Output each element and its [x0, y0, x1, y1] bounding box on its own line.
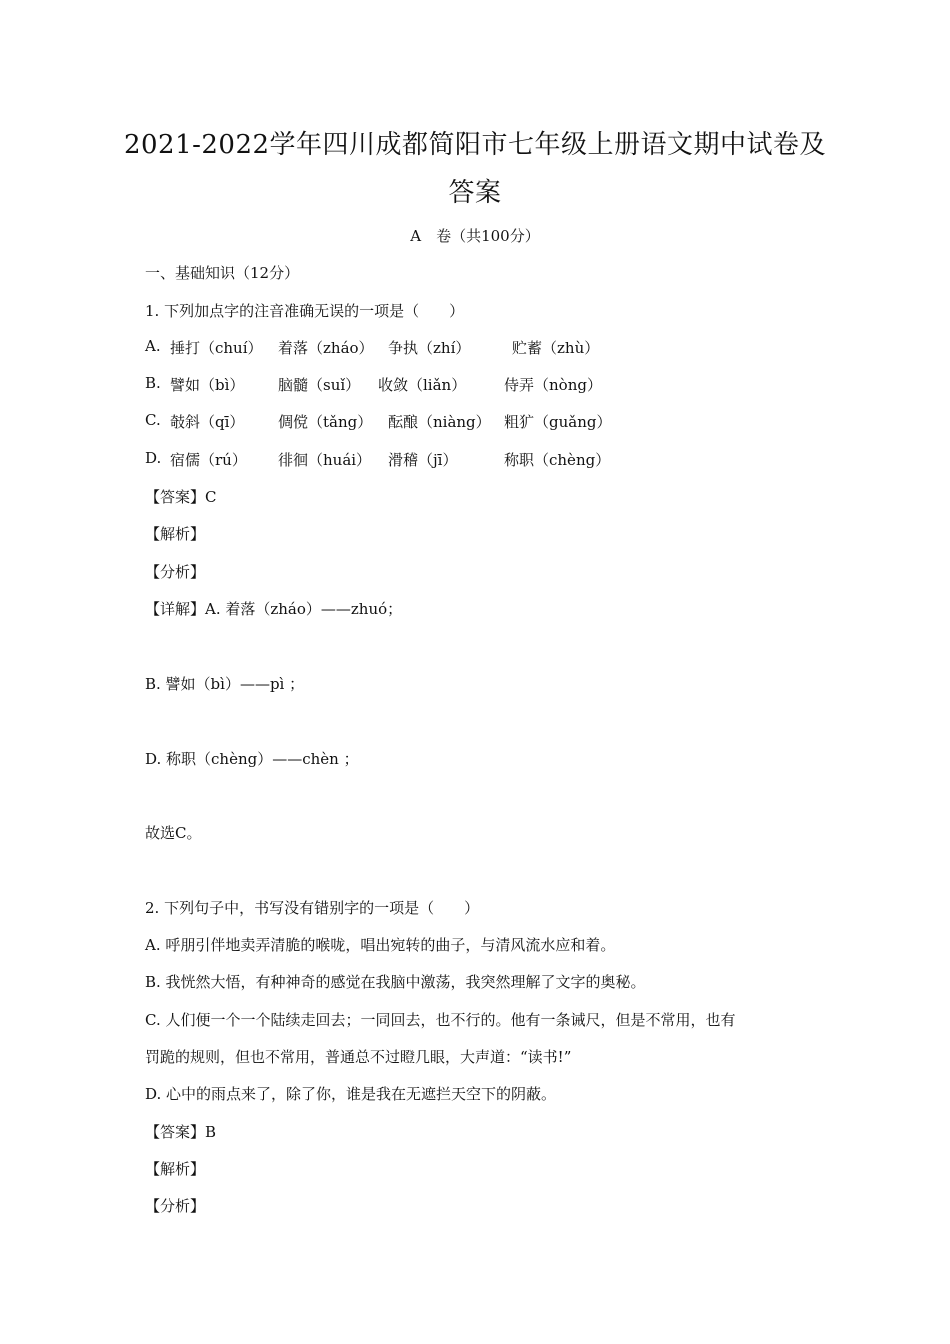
q2-answer: 【答案】B	[145, 1123, 217, 1141]
option-item: 捶打（chuí）	[170, 339, 263, 357]
q1-jiexi-label: 【解析】	[145, 525, 206, 543]
q1-detail-a: 【详解】A. 着落（zháo）——zhuó；	[145, 600, 403, 618]
document-title-line1: 2021-2022学年四川成都简阳市七年级上册语文期中试卷及	[123, 130, 827, 160]
option-letter: B.	[145, 374, 161, 392]
option-item: 称职（chèng）	[504, 451, 611, 469]
q2-option-c-line1: C. 人们便一个一个陆续走回去；一同回去，也不行的。他有一条诫尺，但是不常用，也有	[145, 1011, 736, 1029]
q2-option-a: A. 呼朋引伴地卖弄清脆的喉咙，唱出宛转的曲子，与清风流水应和着。	[145, 936, 616, 954]
q1-stem: 1. 下列加点字的注音准确无误的一项是（ ）	[145, 302, 465, 320]
option-item: 粗犷（guǎng）	[504, 413, 612, 431]
option-item: 脑髓（suǐ）	[278, 376, 361, 394]
option-letter: C.	[145, 411, 161, 429]
q2-jiexi-label: 【解析】	[145, 1160, 206, 1178]
part1-heading: 一、基础知识（12分）	[145, 264, 300, 282]
option-item: 徘徊（huái）	[278, 451, 372, 469]
option-letter: D.	[145, 449, 162, 467]
q2-option-d: D. 心中的雨点来了，除了你，谁是我在无遮拦天空下的阴蔽。	[145, 1085, 557, 1103]
section-a-heading: A 卷（共100分）	[410, 227, 540, 245]
q1-fenxi-label: 【分析】	[145, 563, 206, 581]
option-letter: A.	[145, 337, 161, 355]
option-item: 攲斜（qī）	[170, 413, 245, 431]
q1-conclusion: 故选C。	[145, 824, 202, 842]
document-title-line2: 答案	[448, 178, 502, 208]
option-item: 譬如（bì）	[170, 376, 245, 394]
q2-option-b: B. 我恍然大悟，有种神奇的感觉在我脑中激荡，我突然理解了文字的奥秘。	[145, 973, 646, 991]
option-item: 倜傥（tǎng）	[278, 413, 373, 431]
option-item: 滑稽（jī）	[388, 451, 458, 469]
option-item: 侍弄（nòng）	[504, 376, 602, 394]
q1-answer: 【答案】C	[145, 488, 217, 506]
q1-detail-d: D. 称职（chèng）——chèn ；	[145, 750, 359, 768]
option-item: 贮蓄（zhù）	[512, 339, 600, 357]
q2-stem: 2. 下列句子中，书写没有错别字的一项是（ ）	[145, 899, 480, 917]
option-item: 酝酿（niàng）	[388, 413, 491, 431]
option-item: 宿儒（rú）	[170, 451, 247, 469]
option-item: 着落（zháo）	[278, 339, 374, 357]
option-item: 争执（zhí）	[388, 339, 471, 357]
q2-option-c-line2: 罚跪的规则，但也不常用，普通总不过瞪几眼，大声道：“读书!”	[145, 1048, 572, 1066]
option-item: 收敛（liǎn）	[378, 376, 467, 394]
q1-detail-b: B. 譬如（bì）——pì ；	[145, 675, 305, 693]
q2-fenxi-label: 【分析】	[145, 1197, 206, 1215]
